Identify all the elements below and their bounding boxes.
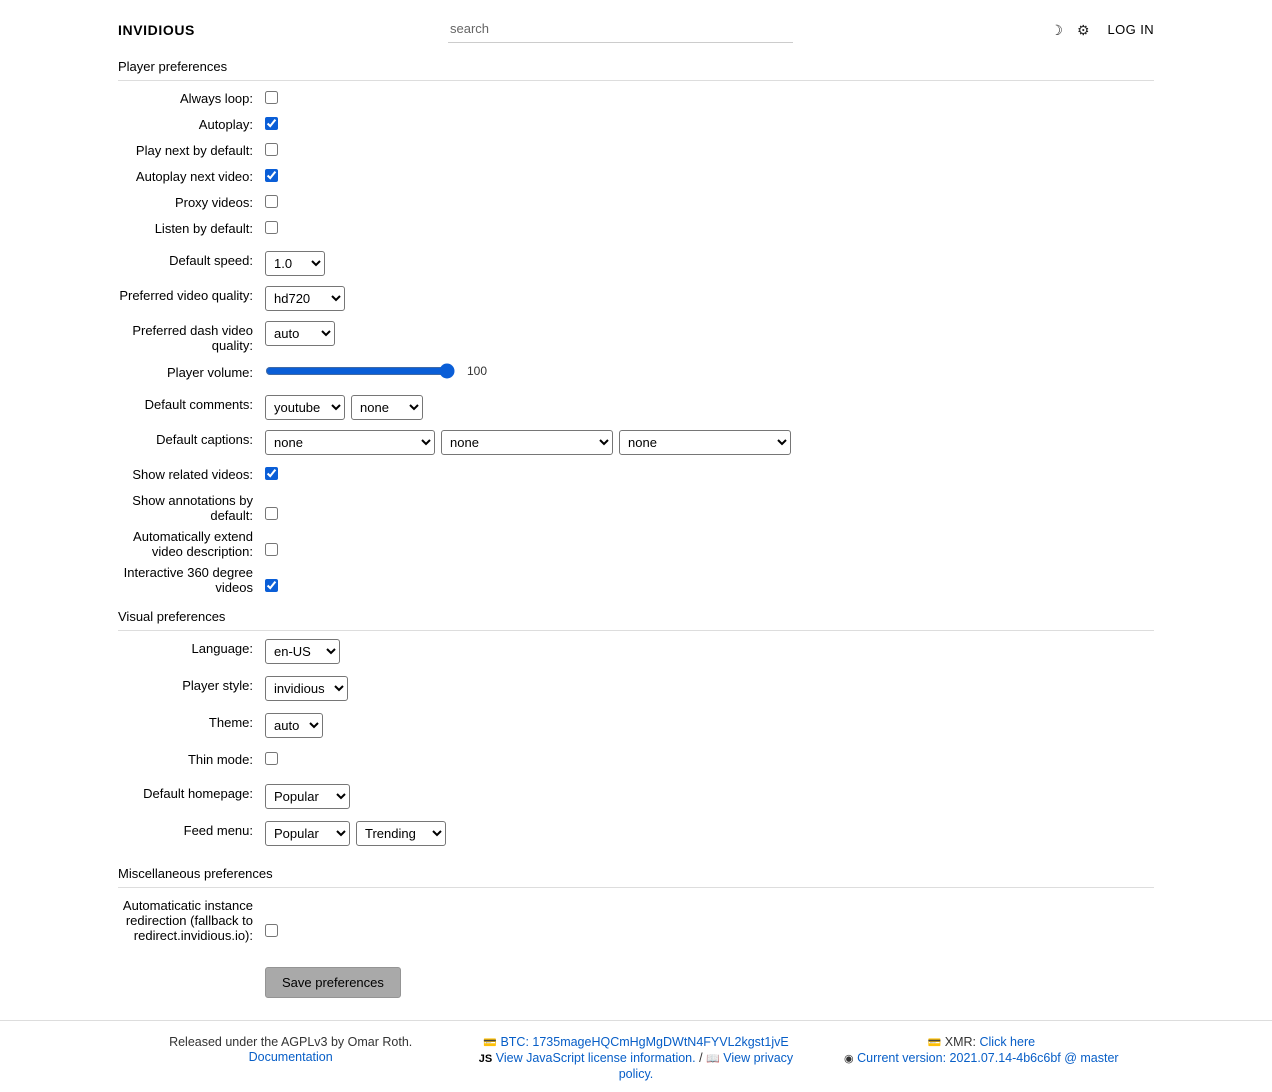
navbar bbox=[0, 0, 1272, 55]
footer-privacy-link[interactable]: View privacy policy. bbox=[618, 1051, 794, 1081]
footer-version-link[interactable]: Current version: 2021.07.14-4b6c6bf @ master bbox=[857, 1051, 1119, 1065]
pref-row-proxy-videos bbox=[118, 193, 1154, 215]
label-show-annotations: Show annotations by default: bbox=[132, 493, 253, 523]
label-interactive-360: Interactive 360 degree videos bbox=[123, 565, 253, 595]
pref-row-extend-description bbox=[118, 527, 1154, 559]
footer-license-text: Released under the AGPLv3 by Omar Roth. bbox=[169, 1035, 413, 1049]
pref-row-default-speed bbox=[118, 251, 1154, 276]
moon-icon[interactable]: ☽ bbox=[1050, 21, 1063, 38]
section-title-misc: Miscellaneous preferences bbox=[118, 862, 1154, 888]
select-theme[interactable] bbox=[265, 713, 323, 738]
pref-row-thin-mode bbox=[118, 750, 1154, 772]
label-show-related-videos: Show related videos: bbox=[132, 467, 253, 482]
label-auto-instance-redirect: Automaticatic instance redirection (fallback to redirect.invidious.io): bbox=[122, 898, 253, 943]
pref-row-show-annotations bbox=[118, 491, 1154, 523]
pref-row-player-style bbox=[118, 676, 1154, 701]
label-default-comments: Default comments: bbox=[144, 397, 253, 412]
js-badge: JS bbox=[478, 1053, 493, 1065]
save-preferences-button[interactable]: Save preferences bbox=[265, 967, 401, 998]
pref-row-default-comments bbox=[118, 395, 1154, 420]
checkbox-auto-instance-redirect[interactable] bbox=[265, 924, 278, 937]
select-player-style[interactable] bbox=[265, 676, 348, 701]
label-feed-menu: Feed menu: bbox=[183, 823, 253, 838]
select-default-speed[interactable] bbox=[265, 251, 325, 276]
label-default-captions: Default captions: bbox=[156, 432, 253, 447]
checkbox-proxy-videos[interactable] bbox=[265, 195, 278, 208]
select-feed-menu-2[interactable] bbox=[356, 821, 446, 846]
navbar-actions bbox=[1050, 22, 1154, 37]
book-icon: 📖 bbox=[706, 1053, 720, 1065]
label-extend-description: Automatically extend video description: bbox=[133, 529, 253, 559]
footer-right bbox=[809, 1035, 1154, 1082]
checkbox-play-next-by-default[interactable] bbox=[265, 143, 278, 156]
credit-card-icon: 💳 bbox=[483, 1037, 497, 1049]
select-language[interactable] bbox=[265, 639, 340, 664]
github-icon: ◉ bbox=[844, 1053, 854, 1065]
label-theme: Theme: bbox=[208, 715, 253, 730]
footer-xmr-text: XMR: bbox=[944, 1035, 980, 1049]
label-default-homepage: Default homepage: bbox=[143, 786, 253, 801]
select-default-homepage[interactable] bbox=[265, 784, 350, 809]
footer-left bbox=[118, 1035, 463, 1082]
label-player-style: Player style: bbox=[182, 678, 253, 693]
preferences-form bbox=[0, 55, 1272, 998]
select-feed-menu-1[interactable] bbox=[265, 821, 350, 846]
select-default-comments-2[interactable] bbox=[351, 395, 423, 420]
pref-row-show-related-videos bbox=[118, 465, 1154, 487]
label-thin-mode: Thin mode: bbox=[187, 752, 253, 767]
pref-row-default-homepage bbox=[118, 784, 1154, 809]
search-input[interactable] bbox=[448, 17, 793, 43]
label-default-speed: Default speed: bbox=[169, 253, 253, 268]
pref-row-listen-by-default bbox=[118, 219, 1154, 241]
footer-separator: / bbox=[699, 1051, 703, 1065]
label-autoplay: Autoplay: bbox=[198, 117, 253, 132]
pref-row-feed-menu bbox=[118, 821, 1154, 846]
footer bbox=[0, 1020, 1272, 1092]
save-row bbox=[118, 967, 1154, 998]
checkbox-interactive-360[interactable] bbox=[265, 579, 278, 592]
footer-btc-link[interactable]: BTC: 1735mageHQCmHgMgDWtN4FYVL2kgst1jvE bbox=[500, 1035, 789, 1049]
footer-js-license-link[interactable]: View JavaScript license information. bbox=[495, 1051, 696, 1065]
label-autoplay-next-video: Autoplay next video: bbox=[135, 169, 253, 184]
pref-row-preferred-quality bbox=[118, 286, 1154, 311]
footer-documentation-link[interactable]: Documentation bbox=[248, 1050, 333, 1064]
pref-row-player-volume bbox=[118, 363, 1154, 385]
brand-logo[interactable]: INVIDIOUS bbox=[118, 21, 195, 38]
footer-middle bbox=[463, 1035, 808, 1082]
section-title-visual: Visual preferences bbox=[118, 605, 1154, 631]
checkbox-thin-mode[interactable] bbox=[265, 752, 278, 765]
section-title-player: Player preferences bbox=[118, 55, 1154, 81]
pref-row-autoplay-next-video bbox=[118, 167, 1154, 189]
select-preferred-quality[interactable] bbox=[265, 286, 345, 311]
checkbox-autoplay[interactable] bbox=[265, 117, 278, 130]
credit-card-icon-xmr: 💳 bbox=[927, 1037, 942, 1049]
pref-row-preferred-dash-quality bbox=[118, 321, 1154, 353]
label-play-next-by-default: Play next by default: bbox=[135, 143, 253, 158]
pref-row-play-next-by-default bbox=[118, 141, 1154, 163]
player-volume-value: 100 bbox=[467, 364, 488, 378]
gear-icon[interactable]: ⚙ bbox=[1076, 21, 1090, 38]
select-default-captions-1[interactable] bbox=[265, 430, 435, 455]
pref-row-always-loop bbox=[118, 89, 1154, 111]
label-proxy-videos: Proxy videos: bbox=[174, 195, 253, 210]
label-always-loop: Always loop: bbox=[180, 91, 253, 106]
checkbox-autoplay-next-video[interactable] bbox=[265, 169, 278, 182]
select-default-captions-3[interactable] bbox=[619, 430, 791, 455]
checkbox-show-annotations[interactable] bbox=[265, 507, 278, 520]
pref-row-theme bbox=[118, 713, 1154, 738]
pref-row-interactive-360 bbox=[118, 563, 1154, 595]
search-form bbox=[448, 17, 793, 43]
checkbox-listen-by-default[interactable] bbox=[265, 221, 278, 234]
checkbox-show-related-videos[interactable] bbox=[265, 467, 278, 480]
label-preferred-dash-quality: Preferred dash video quality: bbox=[132, 323, 253, 353]
slider-player-volume[interactable] bbox=[265, 363, 455, 379]
label-listen-by-default: Listen by default: bbox=[154, 221, 253, 236]
pref-row-autoplay bbox=[118, 115, 1154, 137]
label-player-volume: Player volume: bbox=[167, 365, 253, 380]
select-default-comments-1[interactable] bbox=[265, 395, 345, 420]
checkbox-extend-description[interactable] bbox=[265, 543, 278, 556]
login-link[interactable]: LOG IN bbox=[1107, 22, 1154, 37]
select-default-captions-2[interactable] bbox=[441, 430, 613, 455]
label-preferred-quality: Preferred video quality: bbox=[119, 288, 253, 303]
pref-row-language bbox=[118, 639, 1154, 664]
select-preferred-dash-quality[interactable] bbox=[265, 321, 335, 346]
footer-xmr-link[interactable]: Click here bbox=[979, 1035, 1036, 1049]
pref-row-auto-instance-redirect bbox=[118, 896, 1154, 943]
pref-row-default-captions bbox=[118, 430, 1154, 455]
checkbox-always-loop[interactable] bbox=[265, 91, 278, 104]
label-language: Language: bbox=[191, 641, 253, 656]
save-spacer bbox=[118, 967, 265, 998]
